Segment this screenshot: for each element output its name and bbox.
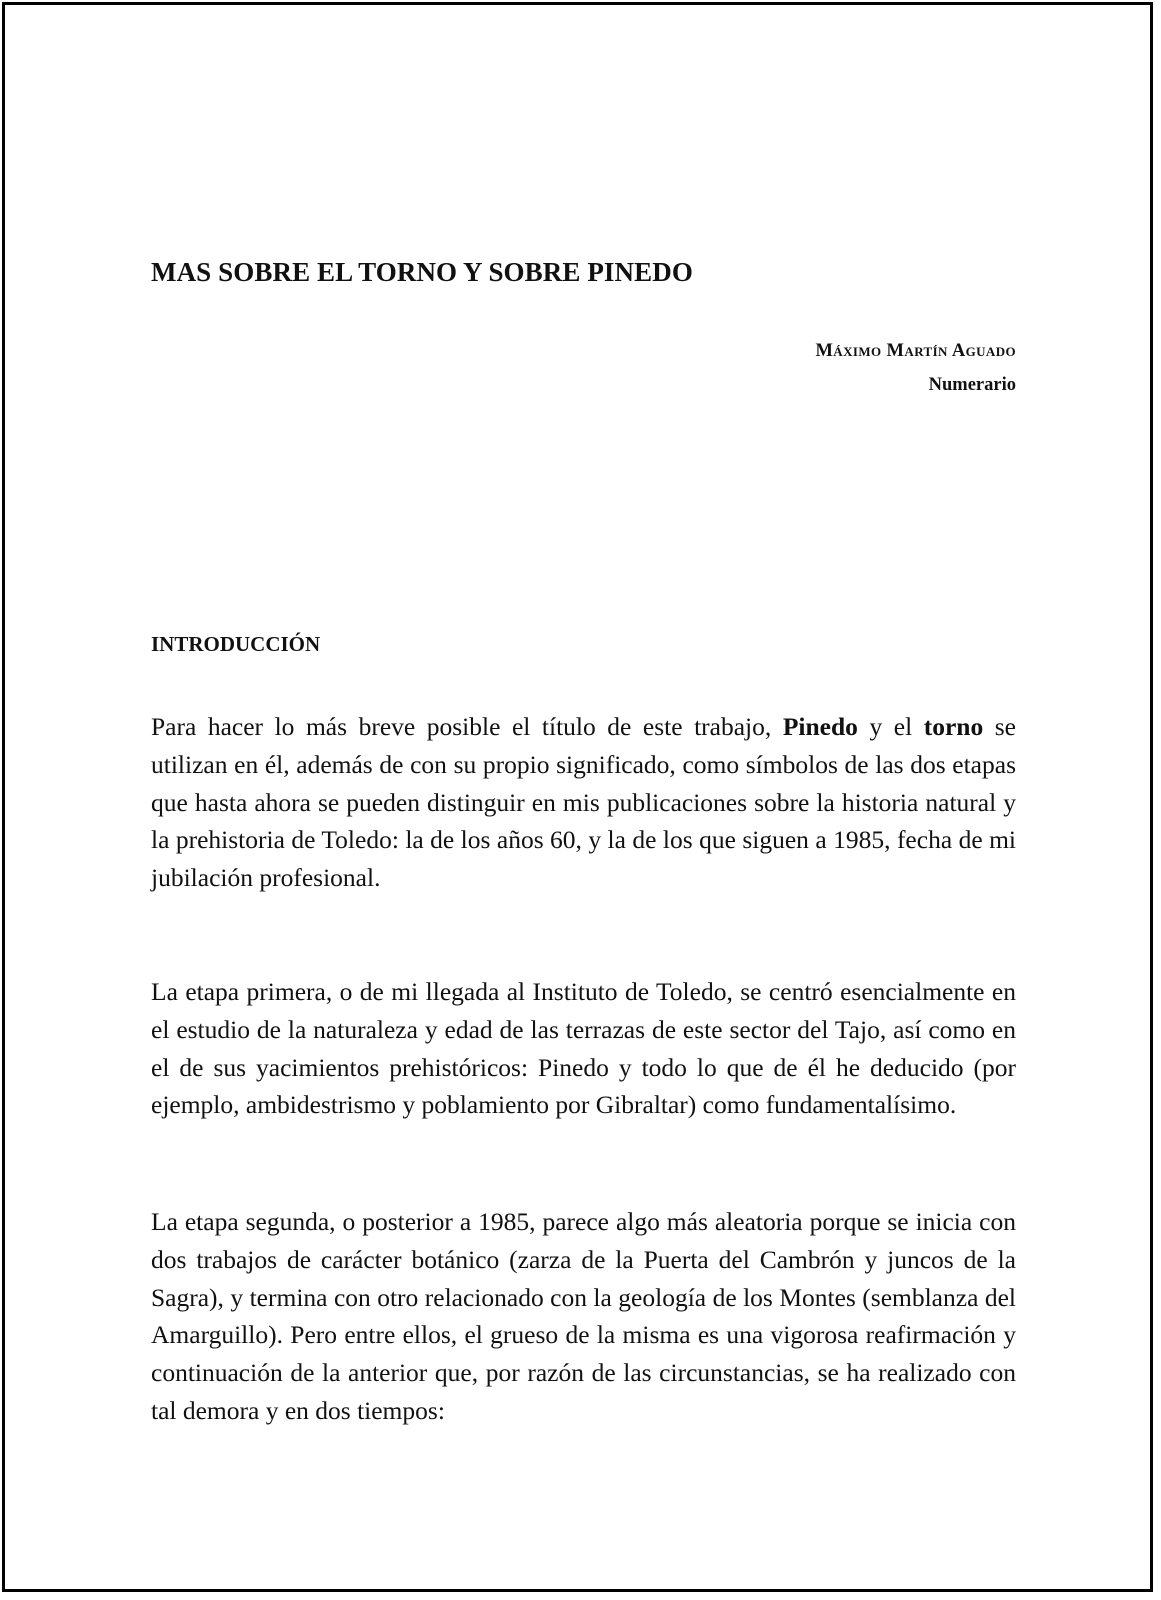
author-role: Numerario: [928, 375, 1016, 395]
paragraph-3: La etapa segunda, o posterior a 1985, parece algo más aleatoria porque se inicia con dos trabajos de carácter botánico (zarza de la Puerta del Cambrón y juncos de la Sagra), y termina con otro relacionado con la geología de los Montes (semblanza del Amarguillo). Pero entre ellos, el grueso de la misma es una vigorosa reafirmación y continuación de la anterior que, por razón de las circunstancias, se ha realizado con tal demora y en dos tiempos:: [151, 1207, 1016, 1425]
paragraph-2: La etapa primera, o de mi llegada al Instituto de Toledo, se centró esencialmente en el estudio de la naturaleza y edad de las terrazas de este sector del Tajo, así como en el de sus yacimientos prehistóricos: Pinedo y todo lo que de él he deducido (por ejemplo, ambidestrismo y poblamiento por Gibraltar) como fundamentalísimo.: [151, 977, 1016, 1120]
paragraph-1: [151, 708, 1016, 897]
section-heading: INTRODUCCIÓN: [151, 632, 321, 656]
paragraph-1-bold-torno: torno: [923, 712, 984, 741]
author-name: Máximo Martín Aguado: [815, 341, 1016, 361]
paragraph-1-text-c: se utilizan en él, además de con su propio significado, como símbolos de las dos etapas que hasta ahora se pueden distinguir en mis publicaciones sobre la historia natural y la prehistoria de Toledo: la de los años 60, y la de los que siguen a 1985, fecha de mi jubilación profesional.: [151, 712, 1017, 893]
author-block: [815, 334, 1016, 402]
paragraph-1-text-a: Para hacer lo más breve posible el título de este trabajo,: [151, 712, 783, 741]
paragraph-1-bold-pinedo: Pinedo: [782, 712, 858, 741]
paragraph-1-text-b: y el: [857, 712, 924, 741]
page-title: MAS SOBRE EL TORNO Y SOBRE PINEDO: [151, 257, 693, 287]
